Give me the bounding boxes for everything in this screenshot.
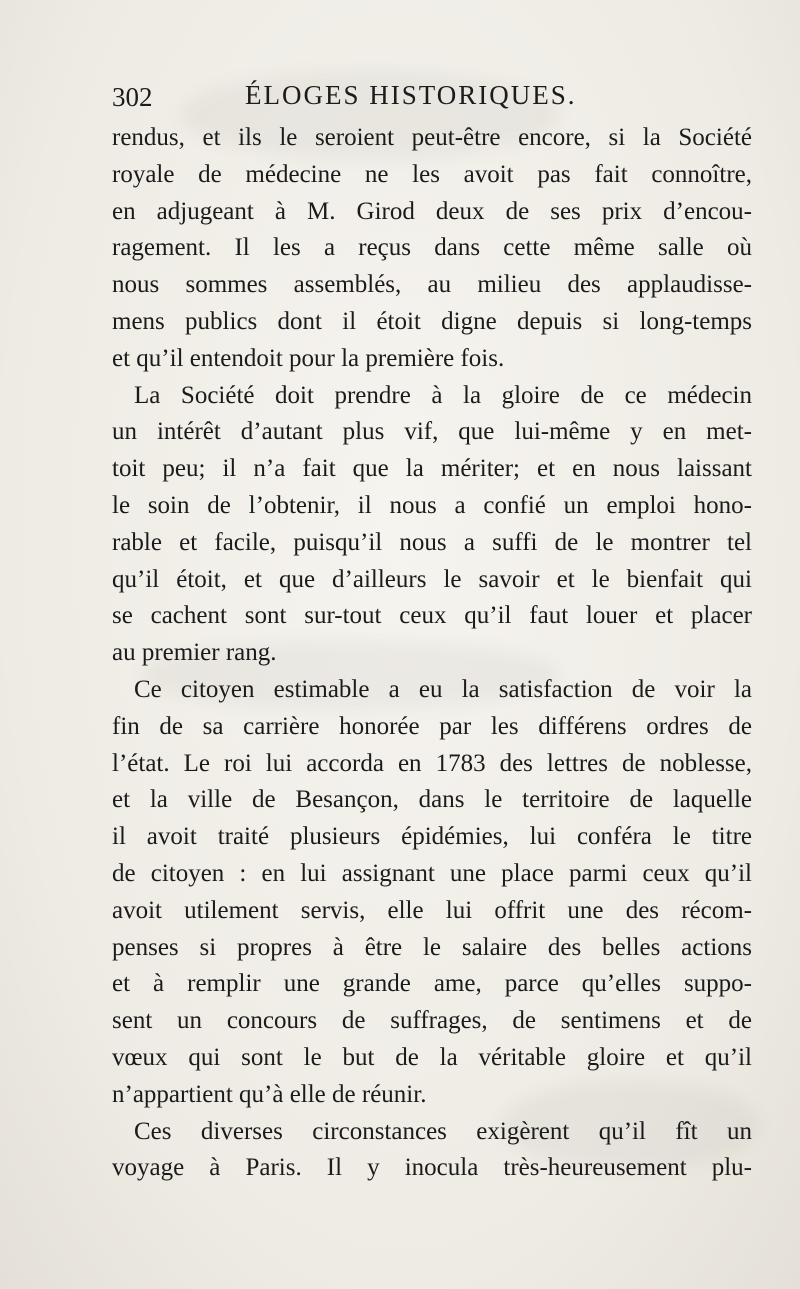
text-line: en adjugeant à M. Girod deux de ses prix d’encou-	[112, 197, 752, 225]
paragraph	[112, 672, 752, 1114]
text-line: vœux qui sont le but de la véritable gloire et qu’il	[112, 1043, 752, 1071]
text-line: rendus, et ils le seroient peut-être encore, si la Société	[112, 124, 752, 151]
text-line: n’appartient qu’à elle de réunir.	[112, 1080, 427, 1108]
text-line: avoit utilement servis, elle lui offrit une des récom-	[112, 896, 752, 924]
text-line: l’état. Le roi lui accorda en 1783 des lettres de noblesse,	[112, 749, 752, 777]
text-line: Ces diverses circonstances exigèrent qu’il fît un	[134, 1117, 752, 1145]
text-line: et à remplir une grande ame, parce qu’elles suppo-	[112, 970, 752, 998]
text-line: le soin de l’obtenir, il nous a confié un emploi hono-	[112, 491, 752, 519]
text-line: de citoyen : en lui assignant une place parmi ceux qu’il	[112, 859, 752, 887]
text-line: La Société doit prendre à la gloire de ce médecin	[134, 381, 752, 409]
text-line: ragement. Il les a reçus dans cette même salle où	[112, 234, 752, 262]
page-header	[112, 80, 752, 120]
text-line: rable et facile, puisqu’il nous a suffi de le montrer tel	[112, 528, 752, 556]
text-line: toit peu; il n’a fait que la mériter; et en nous laissant	[112, 455, 752, 483]
page-number: 302	[112, 82, 153, 112]
text-line: qu’il étoit, et que d’ailleurs le savoir et le bienfait qui	[112, 565, 752, 593]
text-line: voyage à Paris. Il y inocula très-heureusement plu-	[112, 1154, 752, 1182]
body-text	[112, 120, 752, 1187]
text-line: penses si propres à être le salaire des belles actions	[112, 933, 752, 961]
paragraph	[112, 1114, 752, 1188]
text-line: au premier rang.	[112, 639, 277, 667]
running-title: ÉLOGES HISTORIQUES.	[245, 80, 577, 110]
text-line: mens publics dont il étoit digne depuis si long-temps	[112, 307, 752, 335]
text-line: et qu’il entendoit pour la première fois.	[112, 344, 505, 372]
paragraph	[112, 378, 752, 672]
text-line: fin de sa carrière honorée par les différens ordres de	[112, 712, 752, 740]
text-line: nous sommes assemblés, au milieu des applaudisse-	[112, 271, 752, 299]
text-line: un intérêt d’autant plus vif, que lui-même y en met-	[112, 418, 752, 446]
text-line: il avoit traité plusieurs épidémies, lui conféra le titre	[112, 823, 752, 851]
text-line: et la ville de Besançon, dans le territoire de laquelle	[112, 786, 752, 814]
text-line: Ce citoyen estimable a eu la satisfaction de voir la	[134, 675, 752, 703]
text-line: royale de médecine ne les avoit pas fait connoître,	[112, 160, 752, 188]
paragraph	[112, 120, 752, 378]
text-line: sent un concours de suffrages, de sentimens et de	[112, 1007, 752, 1035]
text-line: se cachent sont sur-tout ceux qu’il faut louer et placer	[112, 602, 752, 630]
